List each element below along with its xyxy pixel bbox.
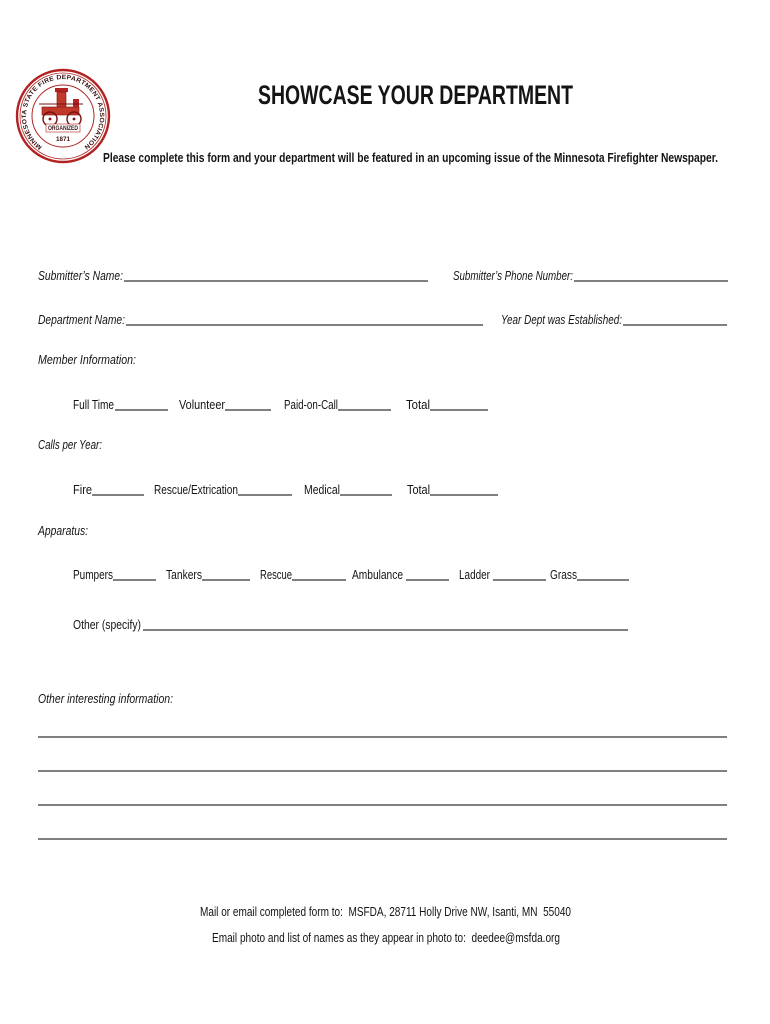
rescue-extrication-label: Rescue/Extrication bbox=[154, 482, 238, 497]
submitter-phone-label: Submitter’s Phone Number: bbox=[453, 268, 574, 283]
calls-per-year-heading: Calls per Year: bbox=[38, 437, 103, 452]
department-name-label: Department Name: bbox=[38, 312, 126, 327]
paid-on-call-label: Paid-on-Call bbox=[284, 397, 339, 412]
medical-calls-label: Medical bbox=[304, 482, 341, 497]
fire-calls-label: Fire bbox=[73, 482, 92, 497]
other-info-heading: Other interesting information: bbox=[38, 691, 174, 706]
other-specify-label: Other (specify) bbox=[73, 617, 141, 632]
apparatus-heading: Apparatus: bbox=[37, 523, 89, 538]
ambulance-label: Ambulance bbox=[352, 567, 403, 582]
member-total-label: Total bbox=[406, 397, 431, 412]
mail-instructions: Mail or email completed form to: MSFDA, 28711 Holly Drive NW, Isanti, MN 55040 bbox=[200, 905, 572, 919]
seal-ring-text: MINNESOTA STATE FIRE DEPARTMENT ASSOCIATION bbox=[20, 73, 106, 151]
intro-text: Please complete this form and your department will be featured in an upcoming issue of the Minnesota Firefighter Newspaper. bbox=[103, 151, 718, 165]
submitter-name-label: Submitter’s Name: bbox=[38, 268, 124, 283]
grass-label: Grass bbox=[550, 567, 578, 582]
calls-total-label: Total bbox=[407, 482, 431, 497]
ladder-label: Ladder bbox=[459, 567, 491, 582]
pumpers-label: Pumpers bbox=[73, 567, 114, 582]
year-established-label: Year Dept was Established: bbox=[501, 312, 623, 327]
full-time-label: Full Time bbox=[73, 397, 114, 412]
volunteer-label: Volunteer bbox=[179, 397, 226, 412]
email-instructions: Email photo and list of names as they appear in photo to: deedee@msfda.org bbox=[212, 931, 561, 945]
page-title: SHOWCASE YOUR DEPARTMENT bbox=[258, 80, 574, 110]
seal-year-text: 1871 bbox=[56, 137, 71, 143]
rescue-apparatus-label: Rescue bbox=[260, 567, 292, 582]
member-information-heading: Member Information: bbox=[38, 352, 137, 367]
tankers-label: Tankers bbox=[166, 567, 203, 582]
association-seal bbox=[17, 70, 109, 162]
seal-organized-text: ORGANIZED bbox=[48, 126, 79, 133]
